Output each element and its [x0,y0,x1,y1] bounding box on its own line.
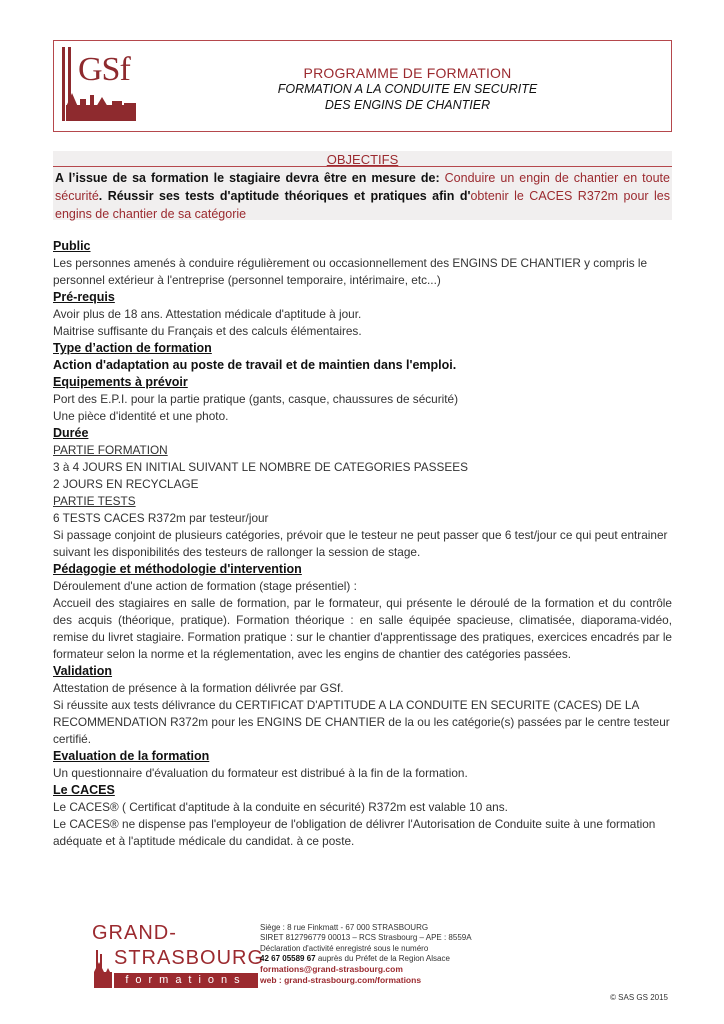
public-heading: Public [53,239,91,253]
duree-tests: 6 TESTS CACES R372m par testeur/jour [53,511,269,525]
equipements-line-2: Une pièce d'identité et une photo. [53,409,229,423]
type-action-text: Action d'adaptation au poste de travail et de maintien dans l'emploi. [53,358,457,372]
public-text: Les personnes amenés à conduire régulièrement ou occasionnellement des ENGINS DE CHANTIER y compris le personnel extérieur à l'entreprise (personnel temporaire, intérimaire, etc...) [53,256,648,287]
duree-partie-formation: PARTIE FORMATION [53,443,168,457]
logo-formations-band: formations [114,973,258,988]
page-title: PROGRAMME DE FORMATION [303,65,512,81]
page-subtitle-2: DES ENGINS DE CHANTIER [324,98,491,112]
objectifs-part4: obtenir le CACES R372m pour les engins de chantier de sa catégorie [55,189,670,221]
duree-initial: 3 à 4 JOURS EN INITIAL SUIVANT LE NOMBRE DE CATEGORIES PASSEES [53,460,468,474]
objectifs-part1: A l’issue de sa formation le stagiaire devra être en mesure de: [55,171,445,185]
duree-note: Si passage conjoint de plusieurs catégories, prévoir que le testeur ne peut passer que 6 test/jour ce qui peut entrainer suivant les disponibilités des testeurs de rallonger la session de stage. [53,528,668,559]
logo-grand: GRAND- [92,922,177,944]
caces-heading: Le CACES [53,783,115,797]
validation-text: Si réussite aux tests délivrance du CERTIFICAT D'APTITUDE A LA CONDUITE EN SECURITE (CACES) DE LA RECOMMENDATION R372m pour les ENGINS DE CHANTIER de la ou les catégorie(s) passées par le centre testeur certifié. [53,698,670,746]
pedagogie-text: Accueil des stagiaires en salle de formation, par le formateur, qui présente le déroulé de la formation et du contrôle des acquis (théorique, pratique). Formation théorique : en salle équipée spacieuse, climatisée, diaporama-vidéo, remise du livret stagiaire. Formation pratique : sur le chantier d'apprentissage des pratiques, exercices encadrés par le formateur selon la norme et la réglementation, avec les engins de chantier des catégories passées. [53,596,672,661]
prerequis-line-2: Maitrise suffisante du Français et des calculs élémentaires. [53,324,362,338]
main-content [53,238,672,850]
type-action-heading: Type d’action de formation [53,341,212,355]
footer-email[interactable]: formations@grand-strasbourg.com [260,964,403,975]
caces-text: Le CACES® ne dispense pas l'employeur de l'obligation de délivrer l'Autorisation de Conduite suite à une formation adéquate et à l'aptitude médicale du candidat. à ce poste. [53,817,656,848]
validation-heading: Validation [53,664,113,678]
header-box [53,40,672,132]
pedagogie-heading: Pédagogie et méthodologie d'intervention [53,562,302,576]
logo-strasbourg: STRASBOURG [114,947,265,969]
evaluation-text: Un questionnaire d'évaluation du formateur est distribué à la fin de la formation. [53,766,468,780]
pedagogie-line-1: Déroulement d'une action de formation (stage présentiel) : [53,579,357,593]
objectifs-divider [53,166,672,167]
grand-strasbourg-logo [92,922,265,988]
cathedral-icon [92,950,114,988]
objectifs-title: OBJECTIFS [326,152,399,167]
header-titles [154,65,661,113]
footer-numero: 42 67 05589 67 [260,953,316,963]
footer-numero-line [260,954,520,964]
objectifs-part2: Conduire un engin de chantier en toute sécurité [55,171,670,203]
validation-line-1: Attestation de présence à la formation délivrée par GSf. [53,681,344,695]
equipements-heading: Equipements à prévoir [53,375,188,389]
page-subtitle-1: FORMATION A LA CONDUITE EN SECURITE [277,82,538,96]
footer-web[interactable]: web : grand-strasbourg.com/formations [260,975,422,986]
objectifs-part3: . Réussir ses tests d'aptitude théoriques et pratiques afin d' [98,189,471,203]
prerequis-heading: Pré-requis [53,290,115,304]
footer-declaration: Déclaration d'activité enregistré sous le numéro [260,943,429,953]
prerequis-line-1: Avoir plus de 18 ans. Attestation médicale d'aptitude à jour. [53,307,362,321]
footer-siege: Siège : 8 rue Finkmatt - 67 000 STRASBOURG [260,923,429,932]
duree-heading: Durée [53,426,89,440]
footer-info [260,923,520,986]
footer-prefet: auprès du Préfet de la Region Alsace [315,953,450,963]
gsf-logo [60,45,144,125]
duree-recyclage: 2 JOURS EN RECYCLAGE [53,477,199,491]
logo-text: GSf [78,51,130,88]
evaluation-heading: Evaluation de la formation [53,749,210,763]
duree-partie-tests: PARTIE TESTS [53,494,136,508]
copyright: © SAS GS 2015 [610,993,668,1002]
footer-siret: SIRET 812796779 00013 – RCS Strasbourg – APE : 8559A [260,933,472,943]
objectifs-section [53,151,672,220]
equipements-line-1: Port des E.P.I. pour la partie pratique (gants, casque, chaussures de sécurité) [53,392,459,406]
caces-line-1: Le CACES® ( Certificat d'aptitude à la conduite en sécurité) R372m est valable 10 ans. [53,800,508,814]
objectifs-text [53,168,672,223]
